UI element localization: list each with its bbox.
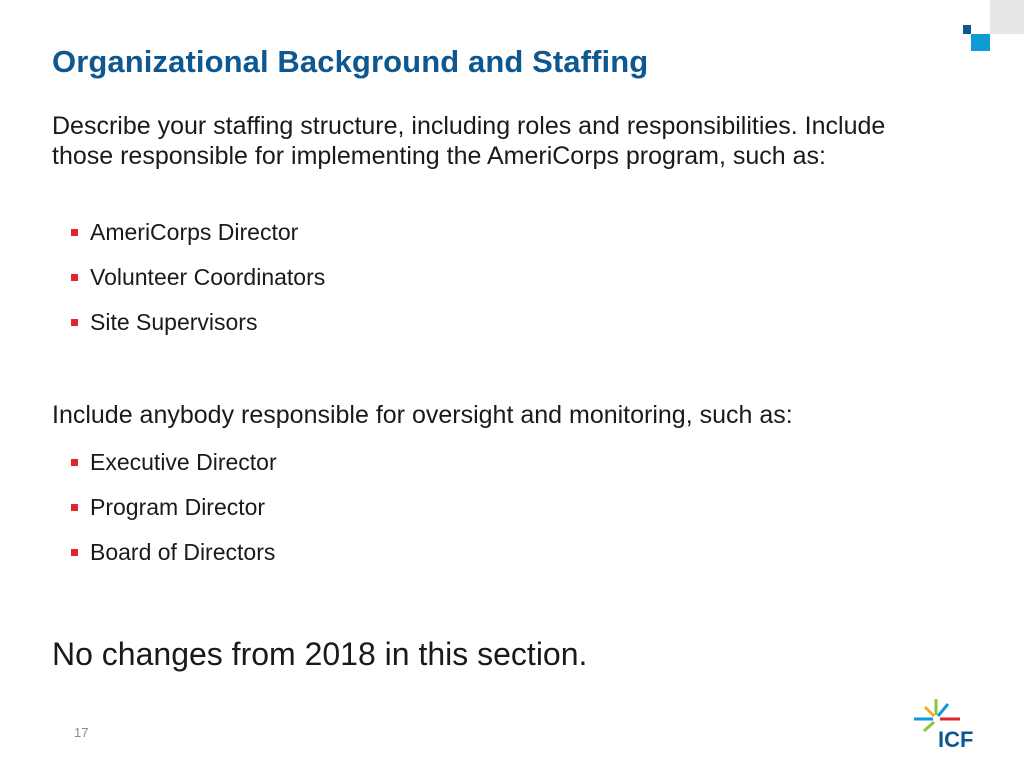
changes-note: No changes from 2018 in this section.	[52, 636, 588, 672]
list-item	[71, 307, 325, 352]
list-item	[71, 537, 277, 582]
page-number: 17	[74, 725, 89, 740]
list-item-label: Site Supervisors	[90, 309, 258, 335]
list-item-label: Program Director	[90, 494, 266, 520]
list-item-label: Volunteer Coordinators	[90, 264, 326, 290]
bullet-square-icon	[71, 504, 78, 511]
bullet-square-icon	[71, 549, 78, 556]
bullet-square-icon	[71, 459, 78, 466]
list-item	[71, 217, 325, 262]
icf-logo-icon	[912, 695, 976, 751]
list-item	[71, 447, 277, 492]
intro-paragraph: Describe your staffing structure, including roles and responsibilities. Include those responsible for implementing the AmeriCorps program, such as:	[52, 112, 886, 170]
list-item-label: Board of Directors	[90, 539, 276, 565]
program-roles-list	[71, 217, 325, 352]
list-item	[71, 492, 277, 537]
slide-title: Organizational Background and Staffing	[52, 44, 649, 79]
corner-blue-square	[971, 34, 990, 51]
corner-gray-square	[990, 0, 1024, 34]
list-item-label: AmeriCorps Director	[90, 219, 299, 245]
corner-navy-square	[963, 25, 971, 34]
bullet-square-icon	[71, 319, 78, 326]
bullet-square-icon	[71, 229, 78, 236]
list-item	[71, 262, 325, 307]
oversight-paragraph: Include anybody responsible for oversight and monitoring, such as:	[52, 401, 793, 429]
bullet-square-icon	[71, 274, 78, 281]
list-item-label: Executive Director	[90, 449, 277, 475]
svg-text:ICF: ICF	[938, 727, 974, 751]
oversight-roles-list	[71, 447, 277, 582]
